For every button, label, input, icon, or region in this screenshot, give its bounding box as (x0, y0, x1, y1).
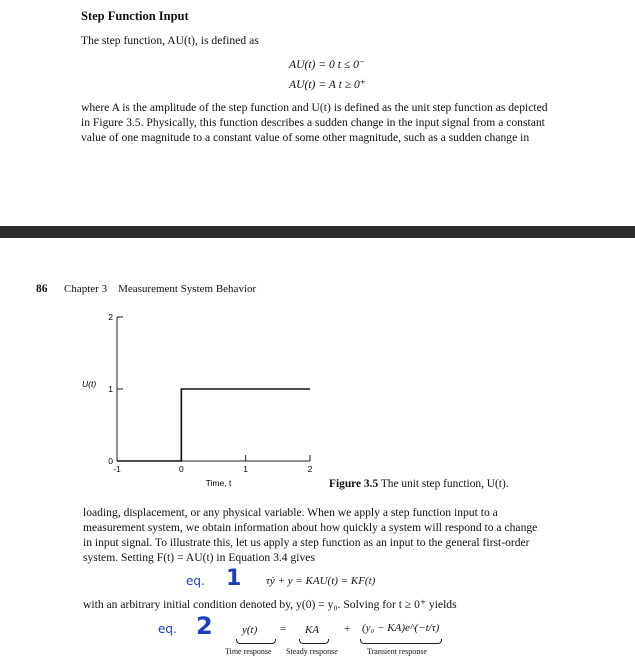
chart-ticks (108, 312, 312, 474)
chapter-title: Measurement System Behavior (118, 283, 257, 295)
equation-time-response: y(t) (242, 624, 258, 636)
paragraph-line: system. Setting F(t) = AU(t) in Equation 3.4 gives (83, 551, 315, 564)
equation-step-zero: AU(t) = 0 t ≤ 0⁻ (289, 58, 366, 71)
page-number: 86 (36, 283, 48, 295)
equation-transient-response: (y₀ − KA)e^(−t/τ) (362, 622, 440, 634)
step-series-line (117, 389, 310, 461)
label-transient-response: Transient response (367, 647, 427, 656)
y-tick-label: 0 (108, 456, 113, 466)
y-tick-label: 2 (108, 312, 113, 322)
label-time-response: Time response (225, 647, 272, 656)
underbrace (360, 639, 442, 644)
equation-step-a: AU(t) = A t ≥ 0⁺ (289, 78, 366, 91)
equation-plus: + (344, 623, 351, 635)
x-tick-label: -1 (113, 464, 121, 474)
chapter-label: Chapter 3 (64, 283, 108, 295)
figure-label: Figure 3.5 (329, 478, 379, 490)
equation-equals: = (280, 623, 287, 635)
paragraph-line: value of one magnitude to a constant value of some other magnitude, such as a sudden change in (81, 131, 530, 144)
handwritten-note: eq. (186, 574, 205, 588)
paragraph-line: with an arbitrary initial condition denoted by, y(0) = y₀. Solving for t ≥ 0⁺ yields (83, 598, 457, 611)
intro-text: The step function, AU(t), is defined as (81, 34, 259, 47)
paragraph-line: where A is the amplitude of the step function and U(t) is defined as the unit step function as depicted (81, 101, 548, 114)
x-axis-label: Time, t (205, 478, 232, 488)
handwritten-note: eq. (158, 622, 177, 636)
handwritten-number: 2 (196, 612, 213, 640)
x-tick-label: 2 (307, 464, 313, 474)
x-tick-label: 1 (243, 464, 249, 474)
paragraph-line: loading, displacement, or any physical variable. When we apply a step function input to a (83, 506, 498, 519)
handwritten-number: 1 (226, 566, 242, 591)
x-tick-label: 0 (178, 464, 184, 474)
running-header (64, 283, 256, 295)
underbrace (299, 639, 329, 644)
y-tick-label: 1 (108, 384, 113, 394)
label-steady-response: Steady response (286, 647, 338, 656)
paragraph-line: in Figure 3.5. Physically, this function describes a sudden change in the input signal from a constant (81, 116, 545, 129)
figure-caption-text: The unit step function, U(t). (380, 478, 509, 490)
figure-caption (329, 478, 509, 490)
paragraph-line: measurement system, we obtain information about how quickly a system will respond to a change (83, 521, 538, 534)
section-heading: Step Function Input (81, 9, 189, 23)
y-axis-label: U(t) (82, 379, 97, 389)
equation-first-order: τẏ + y = KAU(t) = KF(t) (266, 575, 376, 587)
underbrace (236, 639, 276, 644)
chart-series (117, 389, 310, 461)
paragraph-line: in input signal. To illustrate this, let us apply a step function as an input to the general first-order (83, 536, 530, 549)
equation-steady-response: KA (305, 624, 320, 636)
unit-step-chart (0, 300, 330, 492)
page-divider (0, 226, 635, 238)
